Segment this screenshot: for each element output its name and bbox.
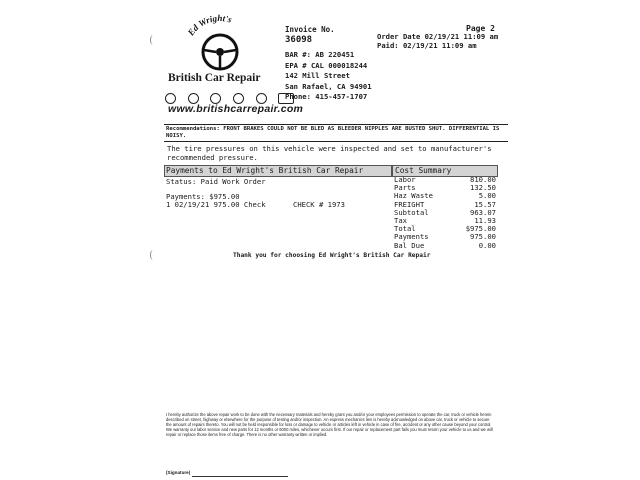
cost-value: 15.57 (474, 199, 496, 209)
check-number: CHECK # 1973 (293, 200, 345, 209)
shop-phone: Phone: 415-457-1707 (285, 92, 368, 102)
cost-label: FREIGHT (394, 199, 425, 209)
cost-value: 132.50 (470, 183, 496, 193)
paid-date: Paid: 02/19/21 11:09 am (377, 41, 477, 50)
page-number: Page 2 (466, 24, 495, 33)
order-date: Order Date 02/19/21 11:09 am (377, 32, 499, 41)
cost-label: Bal Due (394, 240, 425, 250)
cost-value: 975.00 (470, 232, 496, 242)
authorization-warranty-text: I hereby authorize the above repair work to be done with the necessary materials and hereby grant you and/or your employees permission to operate the car, truck or vehicle herein described on street, highway or elsewhere for the purpose of testing and/or inspection. An express mechanics lien is hereby acknowledged on above car, truck or vehicle to secure the amount of repairs thereto. You will not be held responsible for loss or damage to vehicle or articles left in vehicle in case of fire, accident or any other cause beyond your control. We warranty our labor service and new parts for 12 months or 6000 miles, whichever occurs first. If our repair or replacement part fails you must return your vehicle to us and we will repair or replace those items free of charge. There is no other warranty written or implied. (166, 412, 493, 438)
shop-info (285, 50, 372, 103)
brand-name: British Car Repair (168, 72, 261, 84)
logo-arc-text: Ed Wright's (185, 14, 233, 38)
punch-hole-mark (150, 35, 156, 45)
tire-pressure-note: The tire pressures on this vehicle were inspected and set to manufacturer's recommended pressure. (167, 144, 492, 162)
thank-you-note: Thank you for choosing Ed Wright's British Car Repair (233, 252, 431, 259)
signature-label: (Signature) (166, 470, 191, 475)
cost-label: Subtotal (394, 207, 429, 217)
invoice-number: 36098 (285, 35, 313, 45)
epa-number: EPA # CAL 000018244 (285, 60, 368, 70)
cost-label: Haz Waste (394, 191, 433, 201)
cost-value: 5.00 (478, 191, 496, 201)
bar-number: BAR #: AB 220451 (285, 50, 355, 59)
cost-label: Payments (394, 232, 429, 242)
cost-value: 0.00 (478, 240, 496, 250)
cost-value: 963.07 (470, 207, 496, 217)
cost-summary-header: Cost Summary (395, 166, 452, 175)
website-url: www.britishcarrepair.com (168, 103, 304, 115)
shop-city: San Rafael, CA 94901 (285, 81, 372, 91)
cost-label: Labor (394, 175, 416, 184)
cost-row-bal-due (394, 242, 496, 250)
cost-label: Total (394, 224, 416, 234)
payments-header: Payments to Ed Wright's British Car Repair (166, 166, 364, 175)
punch-hole-mark (150, 250, 156, 260)
payment-row: 1 02/19/21 975.00 Check (166, 200, 266, 209)
shop-street: 142 Mill Street (285, 71, 350, 81)
cost-label: Parts (394, 183, 416, 193)
work-order-status: Status: Paid Work Order (166, 177, 266, 186)
cost-value: 810.00 (470, 175, 496, 184)
cost-label: Tax (394, 216, 407, 226)
signature-line (192, 476, 288, 477)
invoice-label: Invoice No. (285, 25, 335, 34)
cost-summary-list (394, 176, 496, 250)
cost-value: $975.00 (465, 224, 496, 234)
recommendations-text: Recommendations: FRONT BRAKES COULD NOT BE BLED AS BLEEDER NIPPLES ARE BUSTED SHUT. DIFFERENTIAL IS NOISY. (166, 126, 500, 139)
payments-total-label: Payments: $975.00 (166, 192, 240, 201)
cost-value: 11.93 (474, 216, 496, 226)
